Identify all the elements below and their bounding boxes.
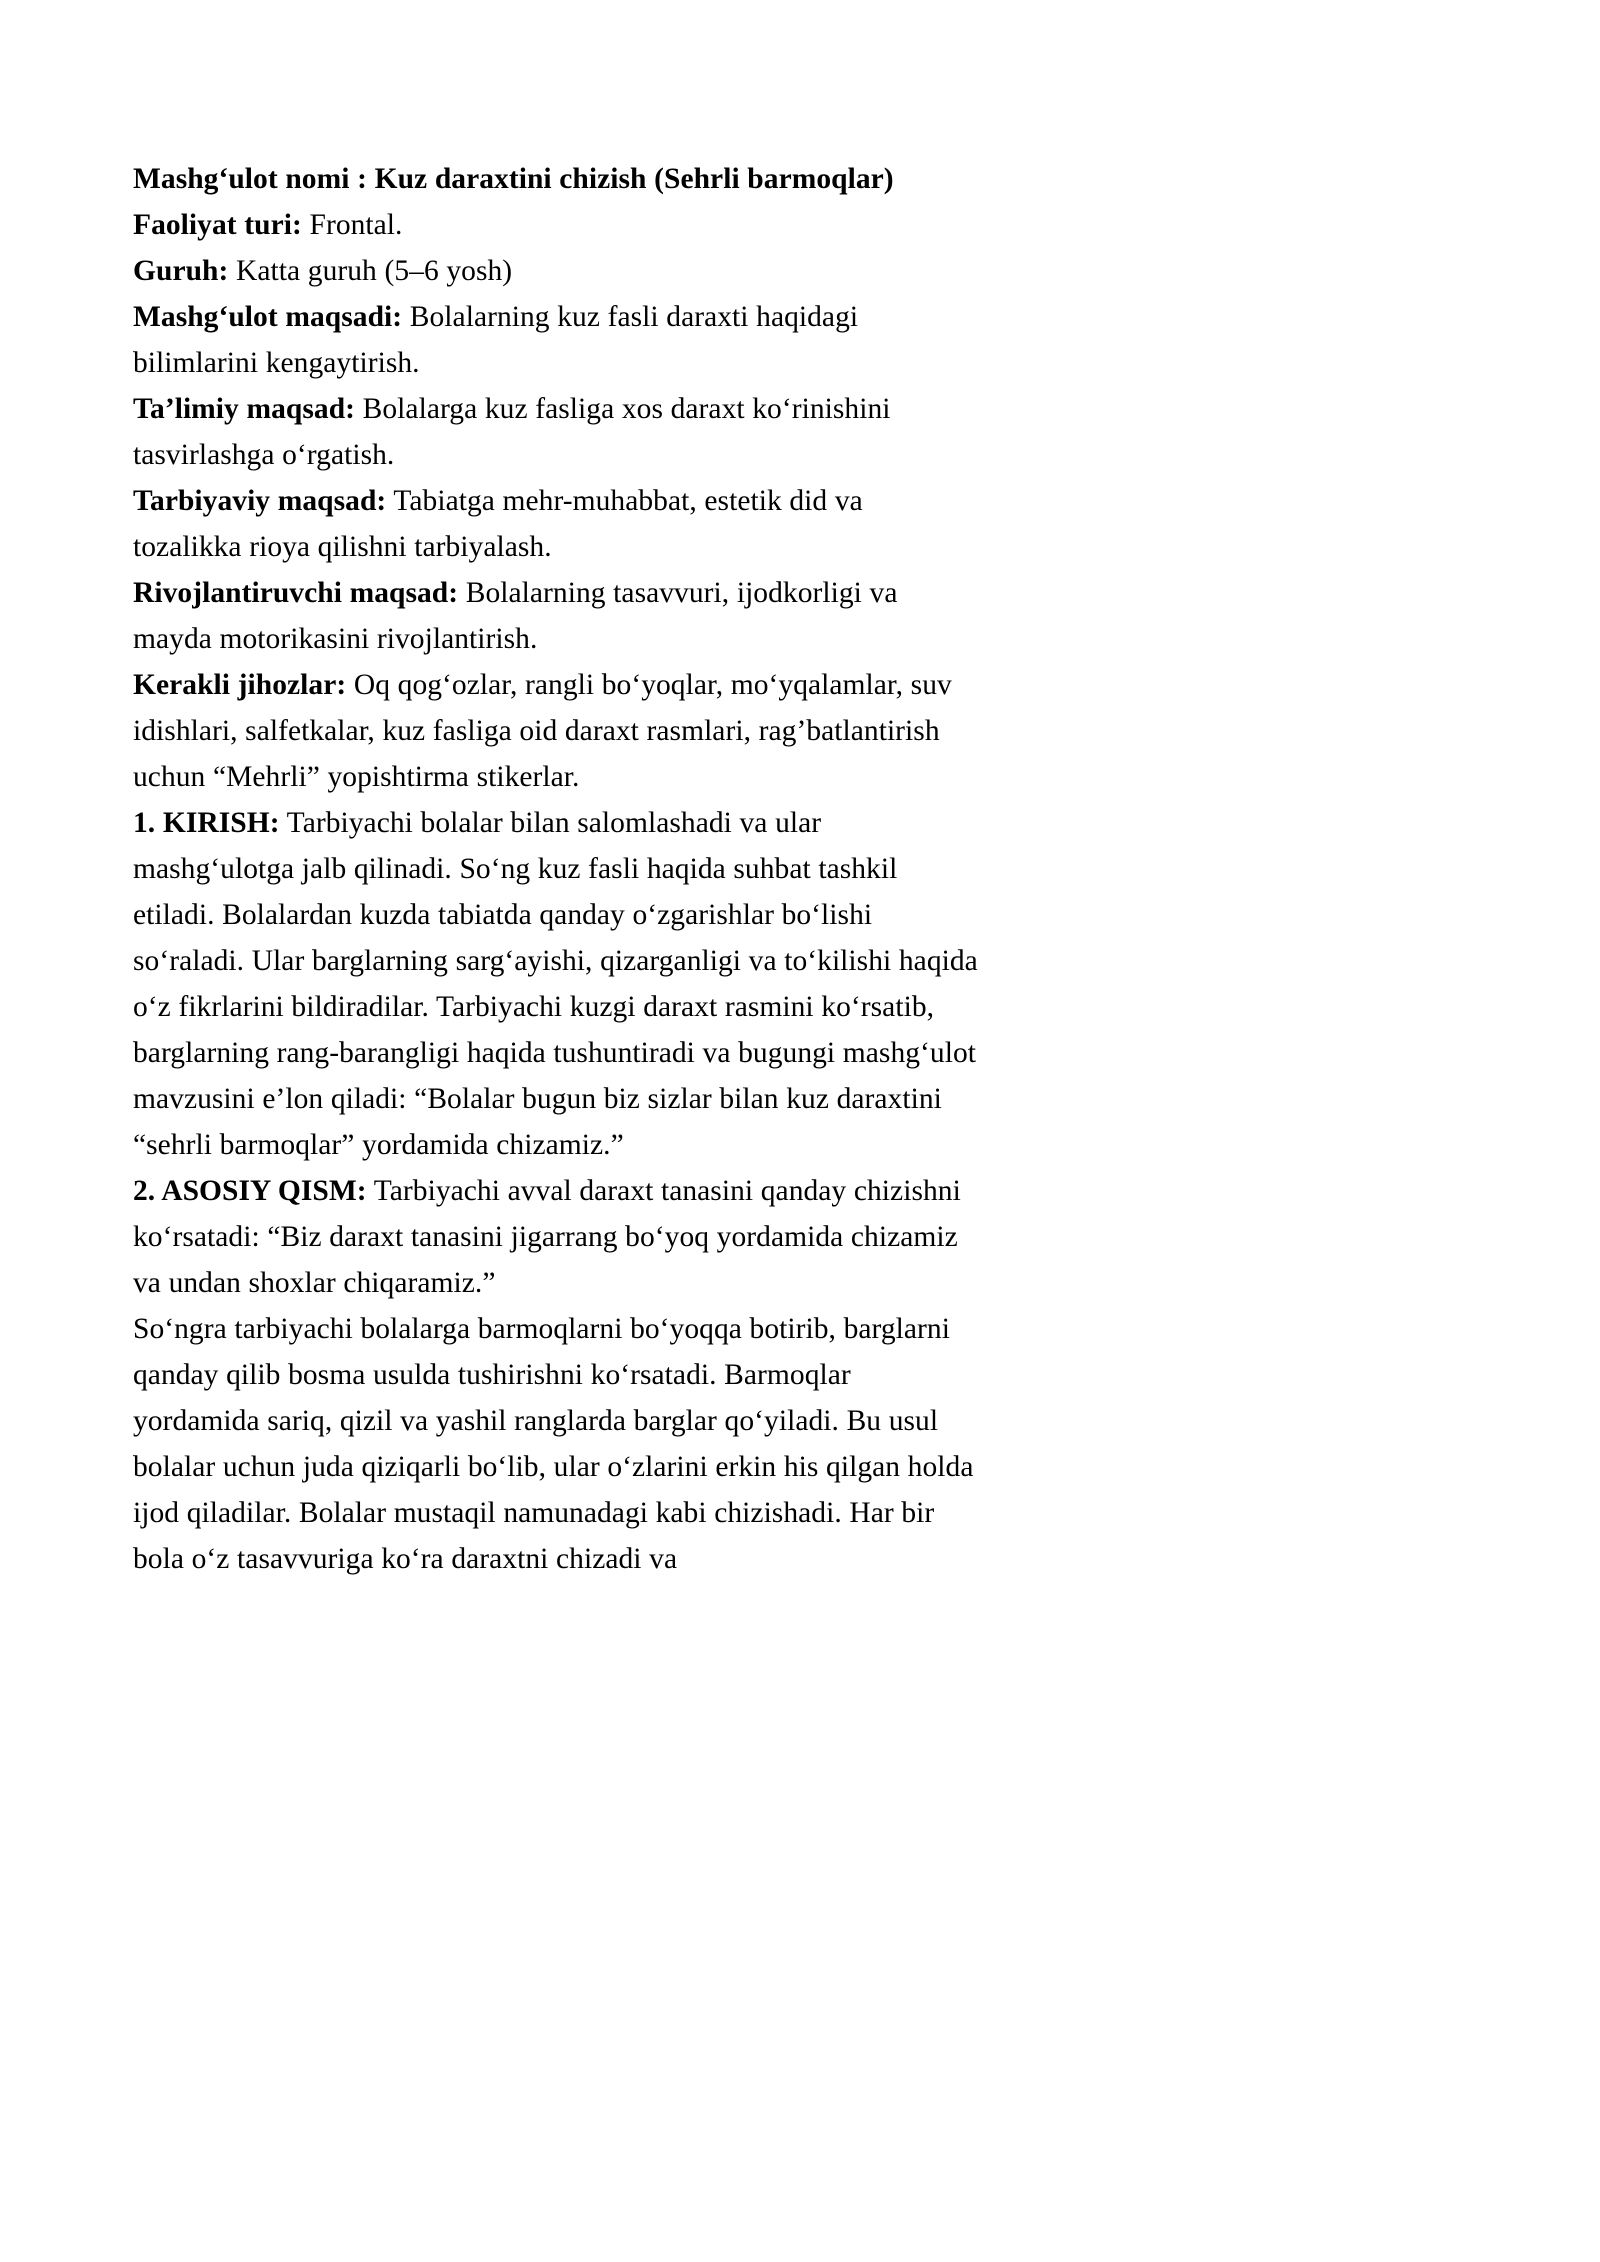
paragraph-body-text: Bolalarning tasavvuri, ijodkorligi va mayda motorikasini rivojlantirish. [133, 577, 898, 655]
paragraph-rivojlantiruvchi-maqsad [133, 570, 978, 662]
paragraph-mashgulot-maqsadi [133, 294, 978, 386]
paragraph-lead-label: 2. ASOSIY QISM: [133, 1175, 367, 1207]
paragraph-lead-label: Tarbiyaviy maqsad: [133, 485, 387, 517]
paragraph-asosiy-qism [133, 1168, 978, 1306]
paragraph-guruh [133, 248, 978, 294]
paragraph-kirish [133, 800, 978, 1168]
paragraph-body-text: Bolalarga kuz fasliga xos daraxt ko‘rinishini tasvirlashga o‘rgatish. [133, 393, 891, 471]
paragraph-tarbiyaviy-maqsad [133, 478, 978, 570]
document-text-body [133, 156, 978, 1582]
paragraph-body-text: So‘ngra tarbiyachi bolalarga barmoqlarni bo‘yoqqa botirib, barglarni qanday qilib bosma usulda tushirishni ko‘rsatadi. Barmoqlar yordamida sariq, qizil va yashil ranglarda barglar qo‘yiladi. Bu usul bolalar uchun juda qiziqarli bo‘lib, ular o‘zlarini erkin his qilgan holda ijod qiladilar. Bolalar mustaqil namunadagi kabi chizishadi. Har bir bola o‘z tasavvuriga ko‘ra daraxtni chizadi va [133, 1313, 974, 1575]
paragraph-body-text: Tarbiyachi avval daraxt tanasini qanday chizishni ko‘rsatadi: “Biz daraxt tanasini jigarrang bo‘yoq yordamida chizamiz va undan shoxlar chiqaramiz.” [133, 1175, 961, 1299]
paragraph-lead-label: 1. KIRISH: [133, 807, 280, 839]
paragraph-asosiy-qism-davomi [133, 1306, 978, 1582]
paragraph-lead-label: Kerakli jihozlar: [133, 669, 347, 701]
paragraph-body-text: Katta guruh (5–6 yosh) [228, 255, 513, 287]
paragraph-faoliyat-turi [133, 202, 978, 248]
paragraph-mashgulot-nomi [133, 156, 978, 202]
paragraph-body-text: Bolalarning kuz fasli daraxti haqidagi bilimlarini kengaytirish. [133, 301, 859, 379]
paragraph-lead-label: Guruh: [133, 255, 229, 287]
paragraph-lead-label: Mashg‘ulot maqsadi: [133, 301, 403, 333]
paragraph-lead-label: Mashg‘ulot nomi : Kuz daraxtini chizish (Sehrli barmoqlar) [133, 163, 894, 195]
paragraph-body-text: Tarbiyachi bolalar bilan salomlashadi va ular mashg‘ulotga jalb qilinadi. So‘ng kuz fasli haqida suhbat tashkil etiladi. Bolalardan kuzda tabiatda qanday o‘zgarishlar bo‘lishi so‘raladi. Ular barglarning sarg‘ayishi, qizarganligi va to‘kilishi haqida o‘z fikrlarini bildiradilar. Tarbiyachi kuzgi daraxt rasmini ko‘rsatib, barglarning rang-barangligi haqida tushuntiradi va bugungi mashg‘ulot mavzusini e’lon qiladi: “Bolalar bugun biz sizlar bilan kuz daraxtini “sehrli barmoqlar” yordamida chizamiz.” [133, 807, 978, 1161]
paragraph-lead-label: Faoliyat turi: [133, 209, 302, 241]
paragraph-body-text: Tabiatga mehr-muhabbat, estetik did va tozalikka rioya qilishni tarbiyalash. [133, 485, 863, 563]
paragraph-kerakli-jihozlar [133, 662, 978, 800]
paragraph-body-text: Frontal. [301, 209, 403, 241]
paragraph-talimiy-maqsad [133, 386, 978, 478]
paragraph-lead-label: Rivojlantiruvchi maqsad: [133, 577, 459, 609]
paragraph-lead-label: Ta’limiy maqsad: [133, 393, 356, 425]
paragraph-body-text: Oq qog‘ozlar, rangli bo‘yoqlar, mo‘yqalamlar, suv idishlari, salfetkalar, kuz fasliga oid daraxt rasmlari, rag’batlantirish uchun “Mehrli” yopishtirma stikerlar. [133, 669, 952, 793]
